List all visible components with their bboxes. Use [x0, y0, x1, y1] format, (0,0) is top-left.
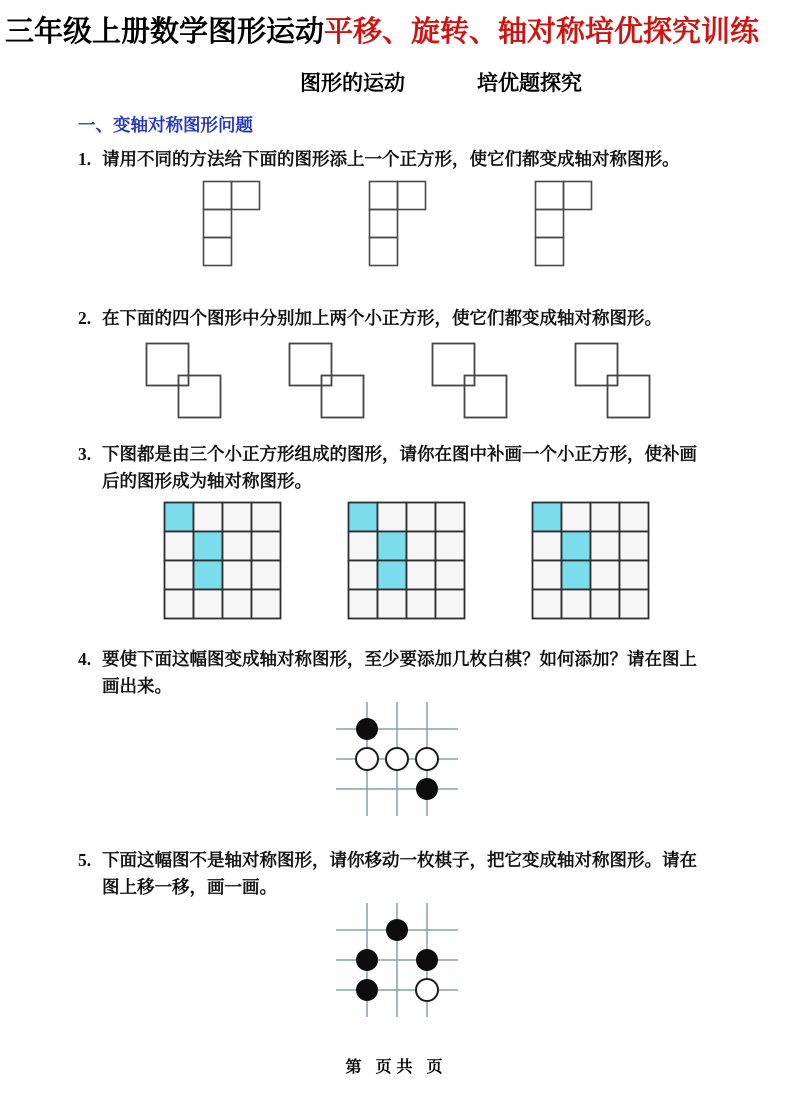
grid-figure — [163, 501, 282, 620]
go-board-figure-q4 — [336, 702, 458, 816]
question-5 — [0, 847, 793, 1017]
page-title-red: 平移、旋转、轴对称培优探究训练 — [324, 16, 760, 48]
question-5-body: 下面这幅图不是轴对称图形，请你移动一枚棋子，把它变成轴对称图形。请在图上移一移，画一画。 — [102, 850, 697, 898]
question-1 — [0, 146, 793, 267]
diagonal-squares-figure — [288, 342, 365, 419]
question-3-number: 3. — [78, 443, 92, 464]
question-4-text — [78, 646, 718, 700]
question-1-number: 1. — [78, 149, 92, 170]
section-header: 一、变轴对称图形问题 — [78, 115, 253, 136]
question-2-figures — [145, 342, 793, 419]
question-3-figures — [163, 501, 793, 620]
subtitle — [0, 67, 793, 97]
question-3-body: 下图都是由三个小正方形组成的图形，请你在图中补画一个小正方形，使补画后的图形成为轴对称图形。 — [102, 443, 697, 491]
question-4-number: 4. — [78, 648, 92, 669]
question-4 — [0, 646, 793, 816]
l-shape-figure — [368, 180, 427, 267]
question-2-number: 2. — [78, 308, 92, 329]
l-shape-figure — [534, 180, 593, 267]
question-1-text — [78, 146, 718, 173]
diagonal-squares-figure — [145, 342, 222, 419]
question-3-text — [78, 441, 718, 495]
diagonal-squares-figure — [574, 342, 651, 419]
grid-figure — [347, 501, 466, 620]
question-1-body: 请用不同的方法给下面的图形添上一个正方形，使它们都变成轴对称图形。 — [102, 149, 680, 170]
go-board-figure-q5 — [336, 903, 458, 1017]
subtitle-right: 培优题探究 — [477, 72, 582, 96]
question-4-body: 要使下面这幅图变成轴对称图形，至少要添加几枚白棋？如何添加？请在图上画出来。 — [102, 648, 697, 696]
subtitle-left: 图形的运动 — [300, 72, 405, 96]
page-title — [0, 14, 793, 50]
question-2-text — [78, 305, 718, 332]
diagonal-squares-figure — [431, 342, 508, 419]
page-title-black: 三年级上册数学图形运动 — [5, 16, 325, 48]
question-2-body: 在下面的四个图形中分别加上两个小正方形，使它们都变成轴对称图形。 — [102, 308, 662, 329]
grid-figure — [531, 501, 650, 620]
page-footer: 第 页共 页 — [345, 1059, 448, 1076]
question-4-go-board — [0, 702, 793, 816]
question-5-number: 5. — [78, 850, 92, 870]
question-2 — [0, 305, 793, 418]
question-3 — [0, 441, 793, 620]
question-5-text — [78, 847, 718, 901]
question-5-go-board — [0, 903, 793, 1017]
question-1-figures — [202, 180, 793, 267]
l-shape-figure — [202, 180, 261, 267]
